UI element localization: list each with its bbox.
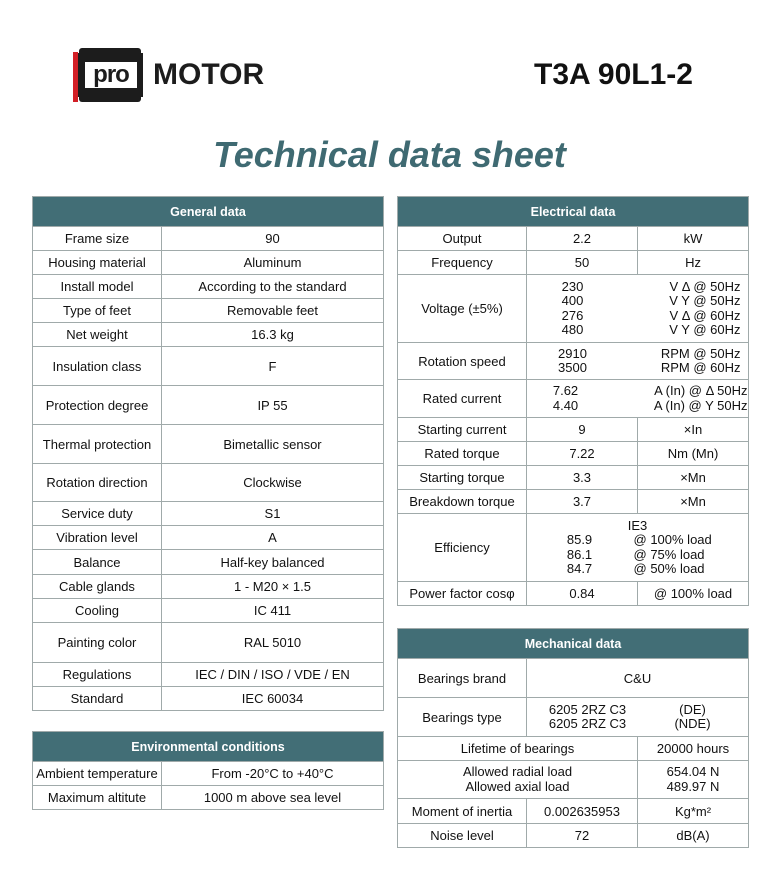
- general-label: Type of feet: [33, 299, 162, 323]
- general-value: F: [162, 347, 384, 386]
- loads-values: [638, 761, 749, 799]
- electrical-data-table: [397, 196, 749, 606]
- efficiency-label: Efficiency: [398, 514, 527, 582]
- voltage-value: 480: [561, 321, 584, 337]
- rated-current-unit: A (In) @ Δ 50Hz: [654, 383, 748, 399]
- rated-torque-label: Rated torque: [398, 442, 527, 466]
- inertia-label: Moment of inertia: [398, 799, 527, 824]
- inertia-value: 0.002635953: [527, 799, 638, 824]
- general-value: Aluminum: [162, 251, 384, 275]
- efficiency-unit: @ 75% load: [633, 546, 705, 562]
- page-title: Technical data sheet: [213, 134, 566, 175]
- general-label: Service duty: [33, 502, 162, 526]
- load-label: Allowed radial load: [462, 764, 573, 780]
- rated-torque-value: 7.22: [527, 442, 638, 466]
- motor-logo-icon: [73, 48, 145, 102]
- lifetime-label: Lifetime of bearings: [398, 737, 638, 761]
- bearings-brand-value: C&U: [527, 659, 749, 698]
- noise-value: 72: [527, 824, 638, 848]
- rotation-speed-unit: RPM @ 50Hz: [660, 345, 741, 361]
- rated-current-label: Rated current: [398, 380, 527, 418]
- bearings-type-value: 6205 2RZ C3: [548, 701, 627, 717]
- load-label: Allowed axial load: [465, 778, 570, 794]
- general-value: A: [162, 526, 384, 550]
- voltage-value: 400: [561, 293, 584, 309]
- starting-current-unit: ×In: [638, 418, 749, 442]
- output-label: Output: [398, 227, 527, 251]
- env-value: From -20°C to +40°C: [162, 762, 384, 786]
- general-label: Vibration level: [33, 526, 162, 550]
- general-value: Removable feet: [162, 299, 384, 323]
- efficiency-class: IE3: [627, 517, 648, 533]
- bearings-type-unit: (NDE): [674, 716, 711, 731]
- general-label: Frame size: [33, 227, 162, 251]
- rated-torque-unit: Nm (Mn): [638, 442, 749, 466]
- general-label: Install model: [33, 275, 162, 299]
- general-label: Painting color: [33, 623, 162, 663]
- general-label: Housing material: [33, 251, 162, 275]
- efficiency-unit: @ 50% load: [633, 560, 705, 576]
- efficiency-value: 85.9: [566, 532, 593, 548]
- general-value: IEC 60034: [162, 687, 384, 711]
- general-label: Rotation direction: [33, 464, 162, 502]
- env-label: Maximum altitute: [33, 786, 162, 810]
- power-factor-value: 0.84: [527, 582, 638, 606]
- electrical-data-heading: Electrical data: [398, 197, 749, 227]
- rotation-speed-values: [527, 343, 749, 380]
- model-number: T3A 90L1-2: [534, 58, 693, 91]
- general-label: Regulations: [33, 663, 162, 687]
- frequency-unit: Hz: [638, 251, 749, 275]
- general-value: Half-key balanced: [162, 550, 384, 575]
- efficiency-value: 86.1: [566, 546, 593, 562]
- noise-unit: dB(A): [638, 824, 749, 848]
- env-value: 1000 m above sea level: [162, 786, 384, 810]
- general-label: Net weight: [33, 323, 162, 347]
- logo-pro-text: pro: [85, 62, 137, 88]
- frequency-value: 50: [527, 251, 638, 275]
- bearings-type-values: [527, 698, 749, 737]
- general-value: Clockwise: [162, 464, 384, 502]
- environmental-table: [32, 731, 384, 810]
- general-value: According to the standard: [162, 275, 384, 299]
- rated-current-unit: A (In) @ Y 50Hz: [653, 397, 748, 413]
- rotation-speed-unit: RPM @ 60Hz: [660, 360, 741, 375]
- logo-motor-text: MOTOR: [153, 58, 265, 91]
- breakdown-torque-label: Breakdown torque: [398, 490, 527, 514]
- mechanical-data-heading: Mechanical data: [398, 629, 749, 659]
- breakdown-torque-value: 3.7: [527, 490, 638, 514]
- voltage-value: 230: [561, 278, 584, 294]
- general-label: Standard: [33, 687, 162, 711]
- bearings-type-value: 6205 2RZ C3: [548, 716, 627, 731]
- output-unit: kW: [638, 227, 749, 251]
- bearings-brand-label: Bearings brand: [398, 659, 527, 698]
- rotation-speed-value: 3500: [558, 360, 587, 375]
- general-value: RAL 5010: [162, 623, 384, 663]
- mechanical-data-table: [397, 628, 749, 848]
- power-factor-unit: @ 100% load: [638, 582, 749, 606]
- breakdown-torque-unit: ×Mn: [638, 490, 749, 514]
- general-value: Bimetallic sensor: [162, 425, 384, 464]
- logo: [73, 48, 264, 102]
- general-label: Cable glands: [33, 575, 162, 599]
- starting-torque-label: Starting torque: [398, 466, 527, 490]
- efficiency-value: 84.7: [566, 560, 593, 576]
- starting-current-label: Starting current: [398, 418, 527, 442]
- starting-current-value: 9: [527, 418, 638, 442]
- voltage-label: Voltage (±5%): [398, 275, 527, 343]
- noise-label: Noise level: [398, 824, 527, 848]
- general-value: IP 55: [162, 386, 384, 425]
- rotation-speed-value: 2910: [558, 345, 587, 361]
- general-data-table: [32, 196, 384, 711]
- rated-current-value: 4.40: [552, 397, 579, 413]
- environmental-heading: Environmental conditions: [33, 732, 384, 762]
- general-label: Insulation class: [33, 347, 162, 386]
- lifetime-value: 20000 hours: [638, 737, 749, 761]
- env-label: Ambient temperature: [33, 762, 162, 786]
- power-factor-label: Power factor cosφ: [398, 582, 527, 606]
- general-label: Balance: [33, 550, 162, 575]
- output-value: 2.2: [527, 227, 638, 251]
- voltage-unit: V Y @ 60Hz: [669, 321, 741, 337]
- voltage-values: [527, 275, 749, 343]
- rated-current-values: [527, 380, 749, 418]
- general-data-heading: General data: [33, 197, 384, 227]
- efficiency-unit: @ 100% load: [633, 532, 712, 548]
- rotation-speed-label: Rotation speed: [398, 343, 527, 380]
- efficiency-values: [527, 514, 749, 582]
- general-value: 90: [162, 227, 384, 251]
- loads-labels: [398, 761, 638, 799]
- load-value: 654.04 N: [666, 764, 720, 780]
- voltage-value: 276: [561, 307, 584, 323]
- bearings-type-label: Bearings type: [398, 698, 527, 737]
- voltage-unit: V Y @ 50Hz: [669, 293, 741, 309]
- starting-torque-value: 3.3: [527, 466, 638, 490]
- frequency-label: Frequency: [398, 251, 527, 275]
- inertia-unit: Kg*m²: [638, 799, 749, 824]
- voltage-unit: V Δ @ 60Hz: [669, 307, 741, 323]
- bearings-type-unit: (DE): [679, 701, 706, 717]
- starting-torque-unit: ×Mn: [638, 466, 749, 490]
- rated-current-value: 7.62: [552, 383, 579, 399]
- load-value: 489.97 N: [666, 778, 720, 794]
- general-label: Thermal protection: [33, 425, 162, 464]
- general-value: S1: [162, 502, 384, 526]
- general-value: IC 411: [162, 599, 384, 623]
- general-label: Cooling: [33, 599, 162, 623]
- general-label: Protection degree: [33, 386, 162, 425]
- voltage-unit: V Δ @ 50Hz: [669, 278, 741, 294]
- general-value: 16.3 kg: [162, 323, 384, 347]
- general-value: 1 - M20 × 1.5: [162, 575, 384, 599]
- general-value: IEC / DIN / ISO / VDE / EN: [162, 663, 384, 687]
